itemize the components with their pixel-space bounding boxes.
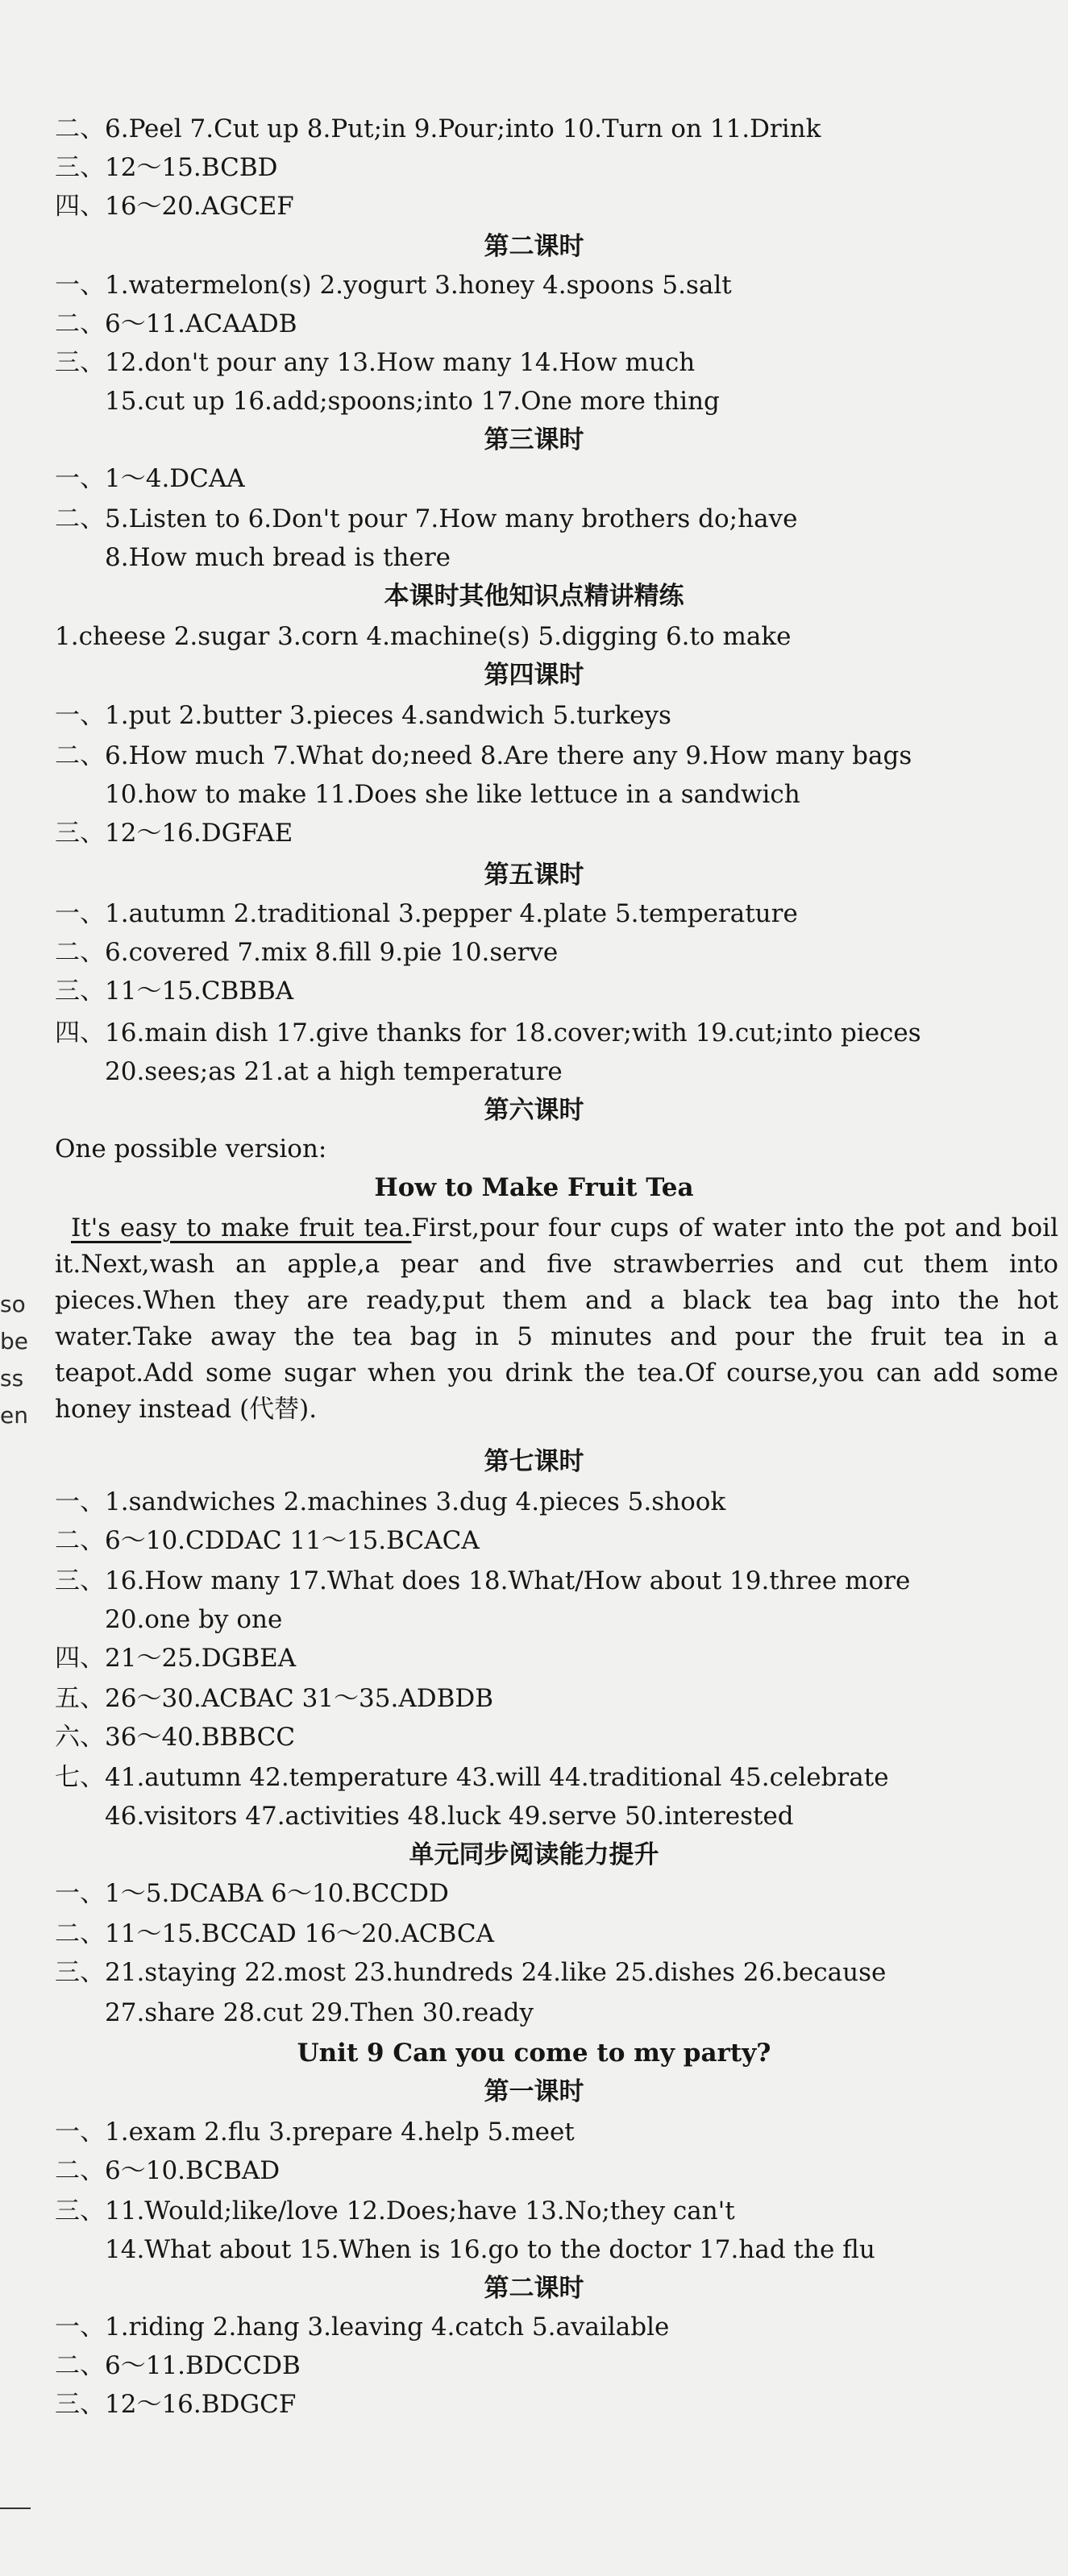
answer-line: 二、11～15.BCCAD 16～20.ACBCA xyxy=(55,1919,494,1948)
answer-line: 15.cut up 16.add;spoons;into 17.One more thing xyxy=(105,387,720,416)
answer-line: 三、12～16.BDGCF xyxy=(55,2390,297,2419)
answer-line: 三、11～15.CBBBA xyxy=(55,977,294,1006)
essay-intro: One possible version: xyxy=(55,1135,327,1164)
answer-line: 一、1.riding 2.hang 3.leaving 4.catch 5.available xyxy=(55,2313,670,2342)
answer-line: 27.share 28.cut 29.Then 30.ready xyxy=(105,1998,534,2027)
section-heading: 第二课时 xyxy=(484,232,584,261)
answer-line: 四、21～25.DGBEA xyxy=(55,1644,297,1673)
answer-line: 一、1.sandwiches 2.machines 3.dug 4.pieces 5.shook xyxy=(55,1487,726,1516)
bottom-rule xyxy=(0,2508,31,2509)
essay-title: How to Make Fruit Tea xyxy=(374,1173,694,1202)
essay-paragraph xyxy=(55,1210,1058,1428)
margin-fragment: so xyxy=(0,1291,26,1317)
answer-line: 三、12～16.DGFAE xyxy=(55,819,293,848)
answer-line: 六、36～40.BBBCC xyxy=(55,1723,296,1752)
answer-line: 二、6～10.BCBAD xyxy=(55,2156,281,2185)
section-heading: 第七课时 xyxy=(484,1447,584,1476)
answer-line: 8.How much bread is there xyxy=(105,543,451,572)
section-heading: 第三课时 xyxy=(484,425,584,454)
answer-line: 三、21.staying 22.most 23.hundreds 24.like 25.dishes 26.because xyxy=(55,1958,887,1987)
answer-line: 一、1.put 2.butter 3.pieces 4.sandwich 5.turkeys xyxy=(55,701,671,730)
answer-line: 一、1～4.DCAA xyxy=(55,464,245,493)
section-heading: 第二课时 xyxy=(484,2274,584,2303)
answer-line: 二、6～11.BDCCDB xyxy=(55,2351,301,2380)
answer-line: 三、11.Would;like/love 12.Does;have 13.No;they can't xyxy=(55,2196,735,2225)
section-heading: 单元同步阅读能力提升 xyxy=(409,1840,659,1869)
essay-body: First,pour four cups of water into the pot and boil it.Next,wash an apple,a pear and five strawberries and cut them into pieces.When they are ready,put them and a black tea bag into the hot water.Take away the tea bag in 5 minutes and pour the fruit tea in a teapot.Add some sugar when you drink the tea.Of course,you can add some honey instead (代替). xyxy=(55,1213,1058,1424)
margin-fragment: ss xyxy=(0,1365,24,1392)
margin-fragment: be xyxy=(0,1328,28,1354)
answer-line: 一、1.watermelon(s) 2.yogurt 3.honey 4.spoons 5.salt xyxy=(55,271,732,300)
answer-line: 1.cheese 2.sugar 3.corn 4.machine(s) 5.digging 6.to make xyxy=(55,622,792,651)
answer-line: 一、1～5.DCABA 6～10.BCCDD xyxy=(55,1879,449,1908)
section-heading: 第五课时 xyxy=(484,861,584,890)
answer-line: 46.visitors 47.activities 48.luck 49.serve 50.interested xyxy=(105,1802,794,1831)
answer-line: 三、12～15.BCBD xyxy=(55,153,278,182)
section-heading: 第六课时 xyxy=(484,1096,584,1125)
answer-line: 二、6.covered 7.mix 8.fill 9.pie 10.serve xyxy=(55,938,559,967)
unit-heading: Unit 9 Can you come to my party? xyxy=(297,2039,771,2068)
answer-line: 20.sees;as 21.at a high temperature xyxy=(105,1057,563,1086)
answer-line: 五、26～30.ACBAC 31～35.ADBDB xyxy=(55,1684,493,1713)
answer-line: 一、1.autumn 2.traditional 3.pepper 4.plate 5.temperature xyxy=(55,899,798,928)
answer-line: 20.one by one xyxy=(105,1605,283,1634)
answer-line: 二、6.Peel 7.Cut up 8.Put;in 9.Pour;into 10.Turn on 11.Drink xyxy=(55,114,821,143)
answer-line: 七、41.autumn 42.temperature 43.will 44.traditional 45.celebrate xyxy=(55,1763,889,1792)
answer-line: 一、1.exam 2.flu 3.prepare 4.help 5.meet xyxy=(55,2118,575,2147)
answer-line: 二、6～11.ACAADB xyxy=(55,309,297,338)
answer-line: 四、16～20.AGCEF xyxy=(55,192,294,221)
answer-line: 二、6～10.CDDAC 11～15.BCACA xyxy=(55,1526,480,1555)
section-heading: 第四课时 xyxy=(484,661,584,690)
answer-line: 二、5.Listen to 6.Don't pour 7.How many brothers do;have xyxy=(55,504,798,533)
section-heading: 第一课时 xyxy=(484,2077,584,2106)
answer-line: 三、16.How many 17.What does 18.What/How about 19.three more xyxy=(55,1566,911,1595)
section-heading: 本课时其他知识点精讲精练 xyxy=(384,582,684,611)
answer-line: 三、12.don't pour any 13.How many 14.How much xyxy=(55,348,696,377)
margin-fragment: en xyxy=(0,1402,28,1429)
answer-line: 10.how to make 11.Does she like lettuce in a sandwich xyxy=(105,780,800,809)
answer-line: 14.What about 15.When is 16.go to the doctor 17.had the flu xyxy=(105,2235,875,2264)
answer-line: 四、16.main dish 17.give thanks for 18.cover;with 19.cut;into pieces xyxy=(55,1018,921,1047)
answer-line: 二、6.How much 7.What do;need 8.Are there any 9.How many bags xyxy=(55,741,912,770)
essay-topic-sentence: It's easy to make fruit tea. xyxy=(71,1213,412,1242)
